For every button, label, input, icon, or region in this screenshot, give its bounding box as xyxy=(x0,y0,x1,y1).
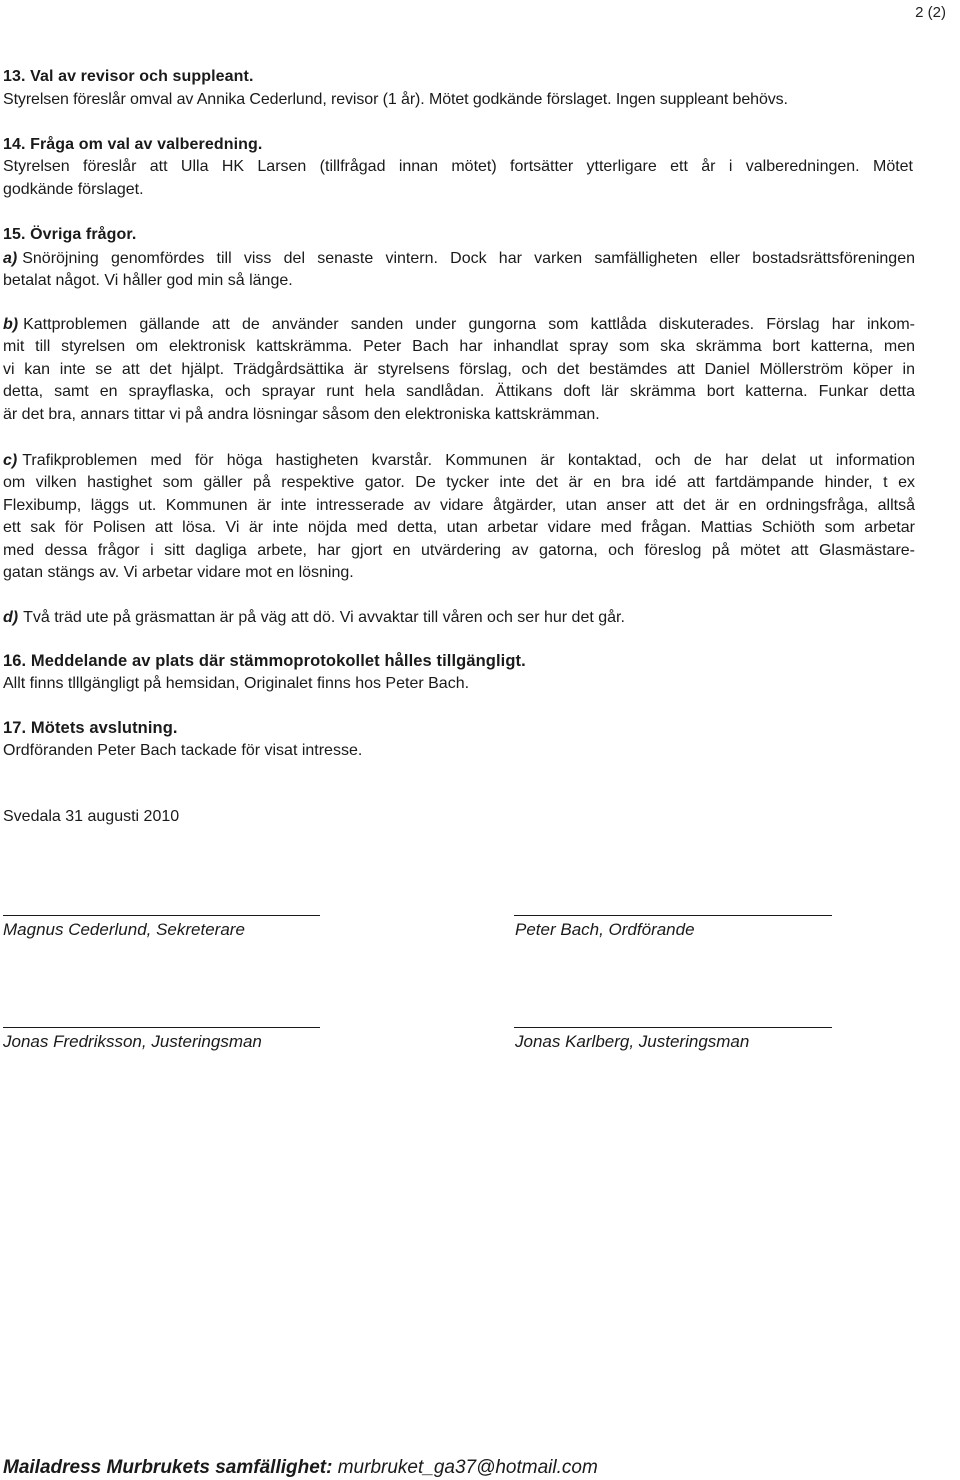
item-d-paragraph xyxy=(3,607,915,629)
item-c-line-3: Flexibump, läggs ut. Kommunen är inte intresserade av vidare åtgärder, utan anser att det är en ordningsfråga, alltså xyxy=(3,496,915,514)
item-b-line-5: är det bra, annars tittar vi på andra lösningar såsom den elektroniska kattskrämman. xyxy=(3,405,600,423)
signature-name-3: Jonas Fredriksson, Justeringsman xyxy=(3,1032,262,1051)
signature-line-4 xyxy=(514,1027,832,1028)
signature-name-4: Jonas Karlberg, Justeringsman xyxy=(515,1032,750,1051)
item-c-line-1: Trafikproblemen med för höga hastigheten kvarstår. Kommunen är kontaktad, och de har delat ut information xyxy=(22,452,915,469)
footer-email[interactable]: murbruket_ga37@hotmail.com xyxy=(337,1457,598,1478)
item-b-line-2: mit till styrelsen om elektronisk kattskrämma. Peter Bach har inhandlat spray som ska skrämma bort katterna, men xyxy=(3,338,915,356)
section-15-title: 15. Övriga frågor. xyxy=(3,226,137,243)
signature-name-2: Peter Bach, Ordförande xyxy=(515,920,695,939)
item-c-label: c) xyxy=(3,452,18,469)
item-c-line-5: med dessa frågor i sitt dagliga arbete, har gjort en utvärdering av gatorna, och föreslog på mötet att Glasmästare- xyxy=(3,541,915,559)
section-14-text-line-2: godkände förslaget. xyxy=(3,181,144,198)
place-date: Svedala 31 augusti 2010 xyxy=(3,808,180,825)
item-c-paragraph xyxy=(3,450,915,584)
item-c-line-6: gatan stängs av. Vi arbetar vidare mot en lösning. xyxy=(3,564,354,582)
section-14-title: 14. Fråga om val av valberedning. xyxy=(3,136,263,153)
footer xyxy=(3,1457,598,1479)
section-13-text: Styrelsen föreslår omval av Annika Cederlund, revisor (1 år). Mötet godkände förslaget. Ingen suppleant behövs. xyxy=(3,91,788,108)
section-17-title: 17. Mötets avslutning. xyxy=(3,719,178,737)
section-16-title: 16. Meddelande av plats där stämmoprotokollet hålles tillgängligt. xyxy=(3,652,526,670)
item-d-label: d) xyxy=(3,609,19,626)
item-a-line-2: betalat något. Vi håller god min så länge. xyxy=(3,272,293,290)
footer-label: Mailadress Murbrukets samfällighet: xyxy=(3,1457,333,1478)
signature-name-1: Magnus Cederlund, Sekreterare xyxy=(3,920,245,939)
item-b-paragraph xyxy=(3,314,915,426)
item-c-line-2: om vilken hastighet som gäller på respektive gator. De tycker inte det är en bra idé att fartdämpande hinder, t ex xyxy=(3,474,915,492)
item-b-label: b) xyxy=(3,316,19,333)
item-b-line-4: detta, samt en sprayflaska, och sprayar runt hela sandlådan. Ättikans doft lär skrämma bort katterna. Funkar detta xyxy=(3,383,915,401)
section-14-text-line-1: Styrelsen föreslår att Ulla HK Larsen (tillfrågad innan mötet) fortsätter ytterligare ett år i valberedningen. Mötet xyxy=(3,158,913,175)
item-b-line-3: vi kan inte se att det hjälpt. Trädgårdsättika är styrelsens förslag, och det bestämdes att Daniel Möllerström köper in xyxy=(3,360,915,378)
page-number: 2 (2) xyxy=(915,4,946,21)
item-a-line-1: Snöröjning genomfördes till viss del senaste vintern. Dock har varken samfälligheten eller bostadsrättsföreningen xyxy=(22,250,915,267)
item-c-line-4: ett sak för Polisen att lösa. Vi är inte nöjda med detta, utan arbetar vidare med frågan. Mattias Schiöth som arbetar xyxy=(3,519,915,537)
section-17-text: Ordföranden Peter Bach tackade för visat intresse. xyxy=(3,742,363,759)
item-a-label: a) xyxy=(3,250,18,267)
item-a-paragraph xyxy=(3,248,915,293)
signature-line-3 xyxy=(3,1027,320,1028)
signature-line-2 xyxy=(514,915,832,916)
item-d-text: Två träd ute på gräsmattan är på väg att dö. Vi avvaktar till våren och ser hur det går. xyxy=(23,609,625,626)
section-13-title: 13. Val av revisor och suppleant. xyxy=(3,68,254,85)
signature-line-1 xyxy=(3,915,320,916)
section-16-text: Allt finns tlllgängligt på hemsidan, Originalet finns hos Peter Bach. xyxy=(3,675,470,692)
item-b-line-1: Kattproblemen gällande att de använder sanden under gungorna som kattlåda diskuterades. Förslag har inkom- xyxy=(23,316,915,333)
